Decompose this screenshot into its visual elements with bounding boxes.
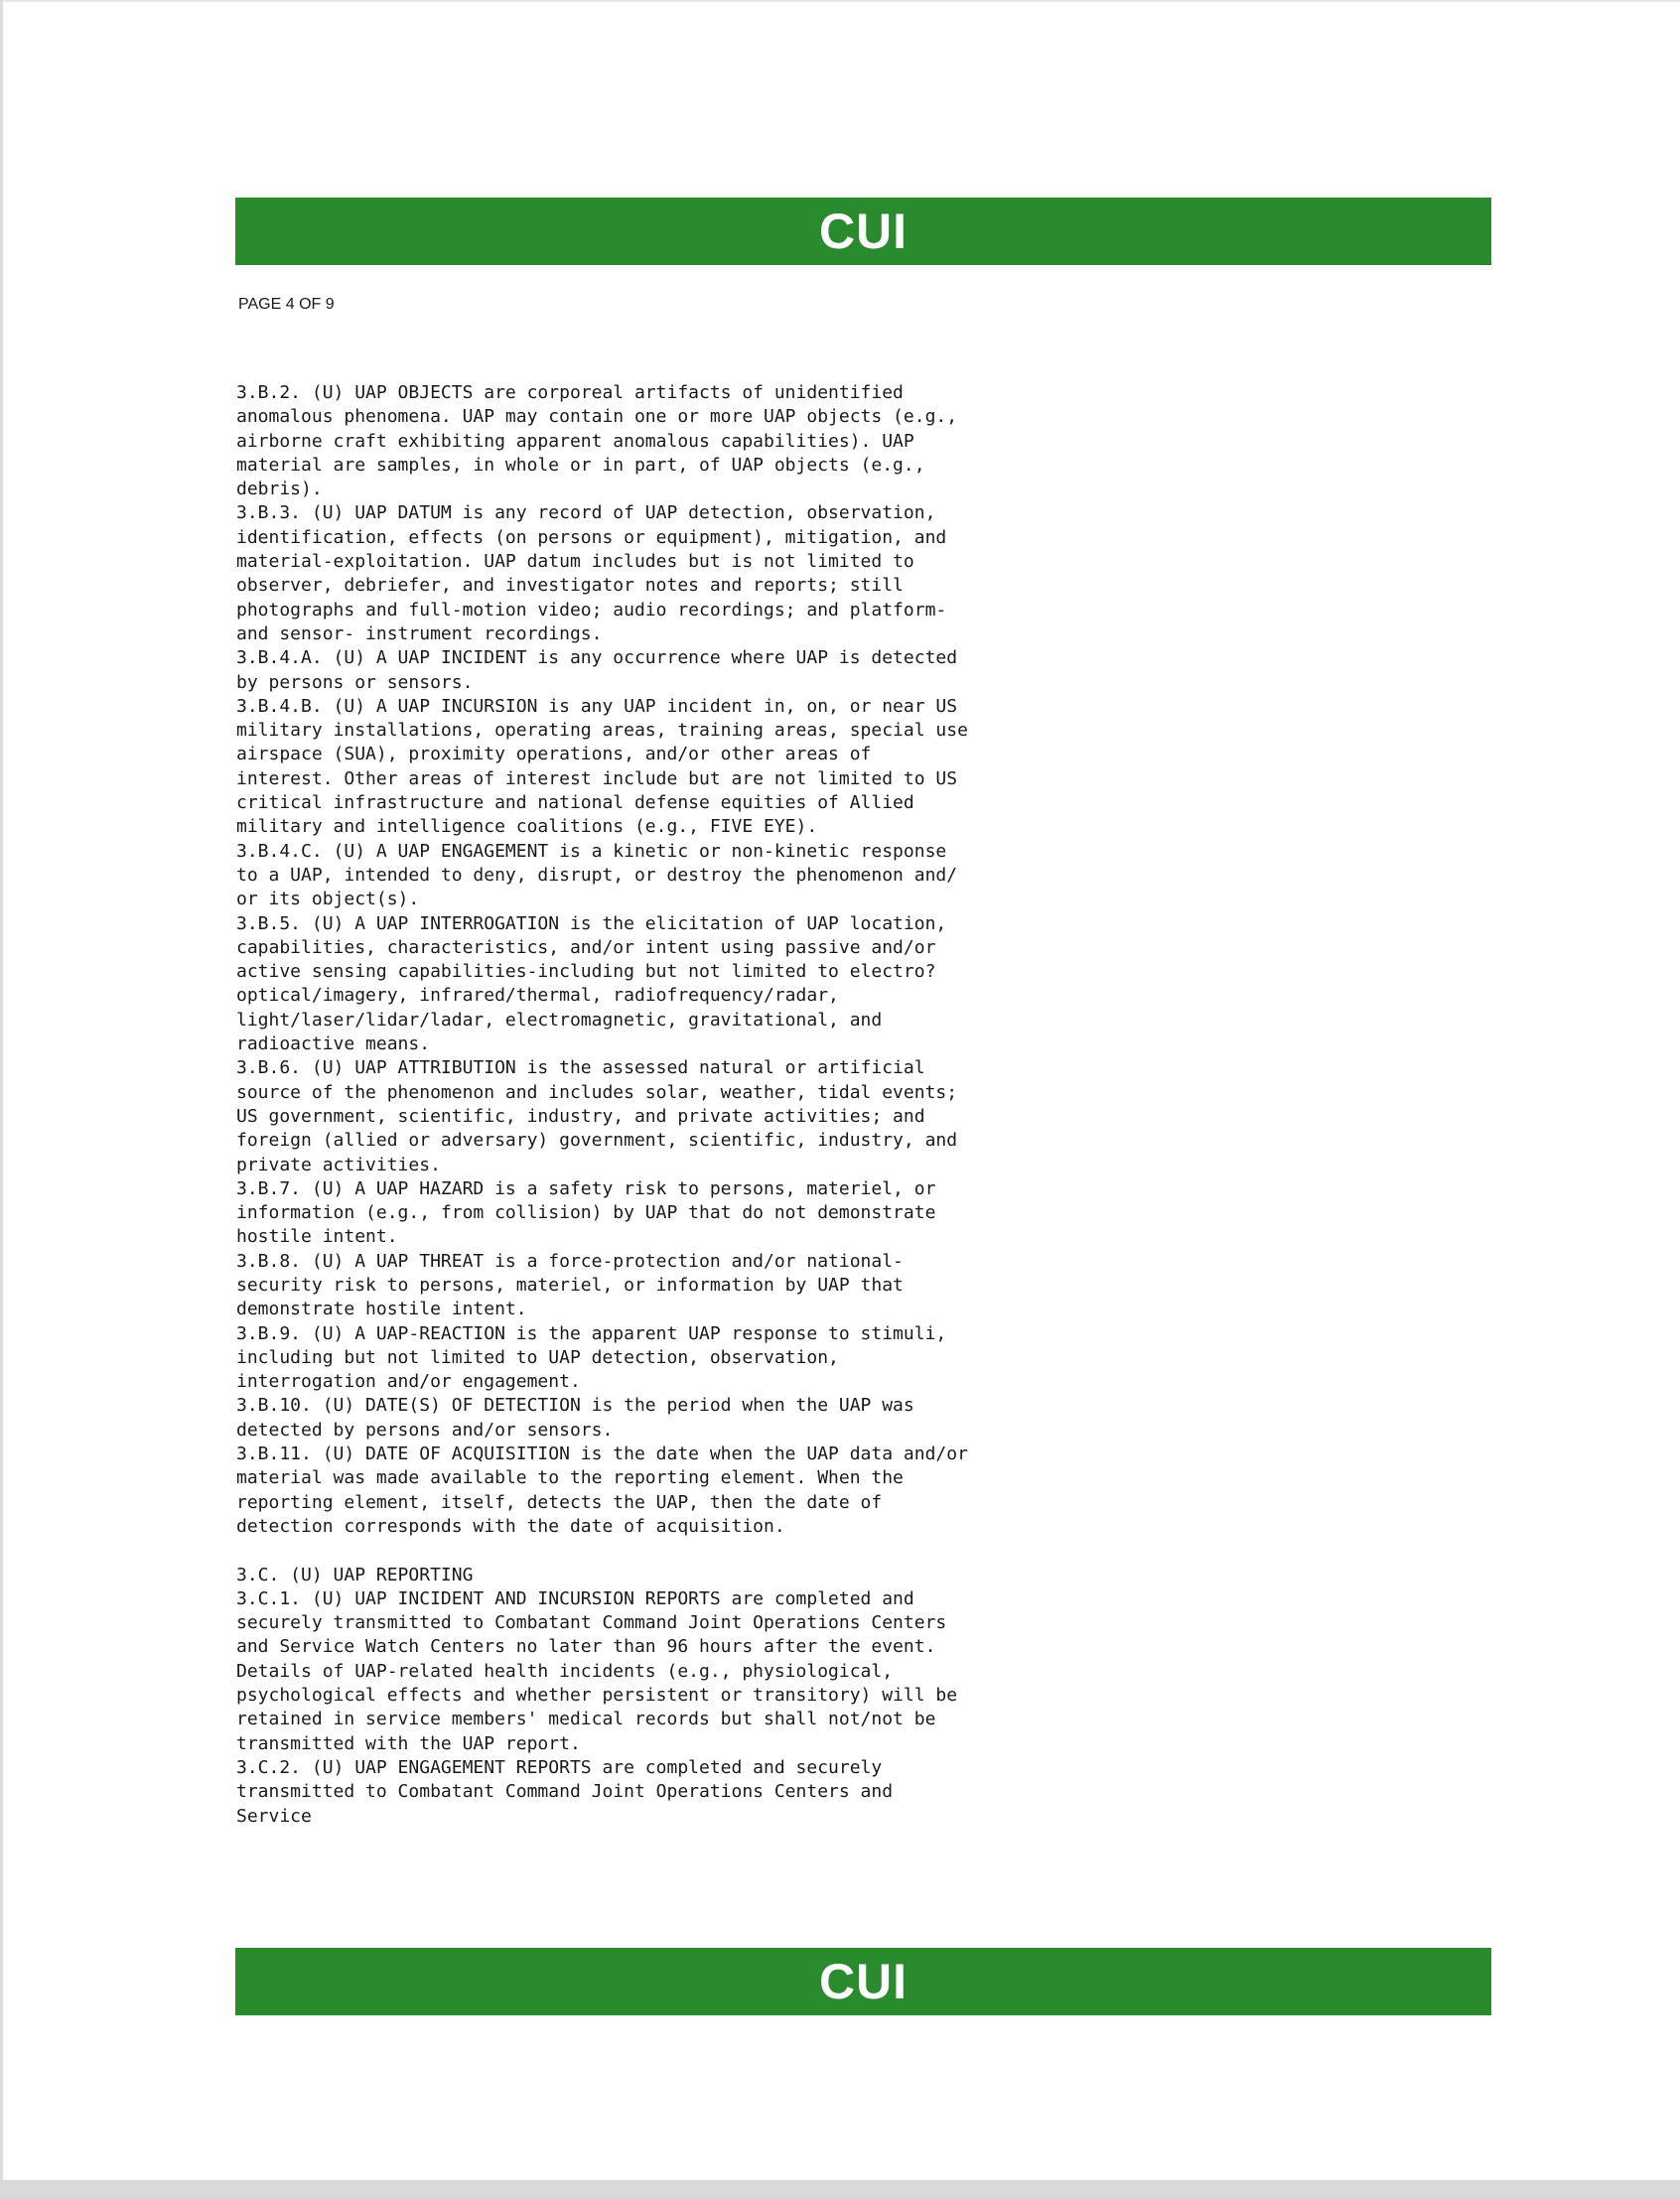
body-line: airborne craft exhibiting apparent anomalous capabilities). UAP [236,430,914,452]
body-line: debris). [236,479,323,500]
body-line: active sensing capabilities-including but not limited to electro? [236,961,936,983]
body-line: transmitted with the UAP report. [236,1732,581,1754]
body-line: airspace (SUA), proximity operations, and/or other areas of [236,744,872,765]
body-line: photographs and full-motion video; audio recordings; and platform- [236,599,947,620]
body-line: demonstrate hostile intent. [236,1299,527,1320]
body-line: 3.B.3. (U) UAP DATUM is any record of UAP detection, observation, [236,502,936,524]
body-line: material are samples, in whole or in part, of UAP objects (e.g., [236,454,925,476]
body-line: Service [236,1805,312,1827]
body-line: 3.C.1. (U) UAP INCIDENT AND INCURSION REPORTS are completed and [236,1587,914,1609]
body-line: including but not limited to UAP detection, observation, [236,1346,839,1368]
body-line: critical infrastructure and national defense equities of Allied [236,792,914,814]
body-line: 3.B.10. (U) DATE(S) OF DETECTION is the period when the UAP was [236,1395,914,1417]
body-line: reporting element, itself, detects the UAP, then the date of [236,1491,883,1513]
body-line: 3.B.11. (U) DATE OF ACQUISITION is the date when the UAP data and/or [236,1443,968,1465]
body-line: observer, debriefer, and investigator notes and reports; still [236,575,904,597]
body-line: radioactive means. [236,1033,431,1055]
page-number: PAGE 4 OF 9 [238,296,335,313]
body-line: security risk to persons, materiel, or information by UAP that [236,1274,904,1296]
cui-header-label: CUI [818,204,909,259]
body-line: 3.B.8. (U) A UAP THREAT is a force-protection and/or national- [236,1250,904,1272]
body-line: detection corresponds with the date of acquisition. [236,1515,785,1537]
body-line: optical/imagery, infrared/thermal, radiofrequency/radar, [236,985,839,1007]
body-line: and Service Watch Centers no later than 96 hours after the event. [236,1636,936,1658]
cui-footer-banner [235,1948,1491,2015]
page-bottom-edge [0,2180,1680,2199]
body-line: Details of UAP-related health incidents (e.g., physiological, [236,1660,894,1682]
body-line: 3.B.7. (U) A UAP HAZARD is a safety risk to persons, materiel, or [236,1177,936,1199]
body-line: securely transmitted to Combatant Command Joint Operations Centers [236,1612,947,1634]
body-line: interrogation and/or engagement. [236,1371,581,1393]
body-line: to a UAP, intended to deny, disrupt, or destroy the phenomenon and/ [236,864,958,886]
body-line: material was made available to the reporting element. When the [236,1467,904,1489]
body-line: retained in service members' medical records but shall not/not be [236,1709,936,1730]
body-line: or its object(s). [236,889,420,910]
cui-footer-label: CUI [818,1954,909,2009]
body-line: information (e.g., from collision) by UAP that do not demonstrate [236,1202,936,1224]
body-line: light/laser/lidar/ladar, electromagnetic, gravitational, and [236,1009,883,1031]
body-line: by persons or sensors. [236,671,474,693]
body-line: anomalous phenomena. UAP may contain one or more UAP objects (e.g., [236,406,958,428]
body-line: material-exploitation. UAP datum includes but is not limited to [236,551,914,573]
body-line: interest. Other areas of interest include but are not limited to US [236,767,958,789]
body-line: 3.B.5. (U) A UAP INTERROGATION is the elicitation of UAP location, [236,912,947,934]
body-line: military and intelligence coalitions (e.g., FIVE EYE). [236,816,818,838]
body-line [236,1539,1130,1563]
body-line: 3.B.4.A. (U) A UAP INCIDENT is any occurrence where UAP is detected [236,647,958,669]
body-line: 3.B.4.C. (U) A UAP ENGAGEMENT is a kinetic or non-kinetic response [236,840,947,862]
document-body [236,381,1130,1829]
body-line: 3.B.4.B. (U) A UAP INCURSION is any UAP incident in, on, or near US [236,695,958,717]
body-line: identification, effects (on persons or equipment), mitigation, and [236,526,947,548]
body-line: 3.C.2. (U) UAP ENGAGEMENT REPORTS are completed and securely [236,1756,883,1778]
body-line: detected by persons and/or sensors. [236,1419,614,1441]
page-top-edge [0,0,1680,2]
body-line: military installations, operating areas, training areas, special use [236,720,968,742]
body-line: capabilities, characteristics, and/or intent using passive and/or [236,936,936,958]
body-line: US government, scientific, industry, and private activities; and [236,1105,925,1127]
body-line: source of the phenomenon and includes solar, weather, tidal events; [236,1081,958,1103]
body-line: private activities. [236,1154,441,1175]
body-line: hostile intent. [236,1226,398,1248]
cui-header-banner [235,198,1491,265]
body-line: psychological effects and whether persistent or transitory) will be [236,1685,958,1707]
body-line: foreign (allied or adversary) government, scientific, industry, and [236,1130,958,1152]
page-left-edge [0,0,3,2199]
body-line: transmitted to Combatant Command Joint Operations Centers and [236,1781,894,1803]
body-line: and sensor- instrument recordings. [236,622,603,644]
body-line: 3.B.2. (U) UAP OBJECTS are corporeal artifacts of unidentified [236,382,904,403]
body-line: 3.B.9. (U) A UAP-REACTION is the apparent UAP response to stimuli, [236,1322,947,1344]
body-line: 3.B.6. (U) UAP ATTRIBUTION is the assessed natural or artificial [236,1057,925,1079]
body-line: 3.C. (U) UAP REPORTING [236,1564,474,1585]
